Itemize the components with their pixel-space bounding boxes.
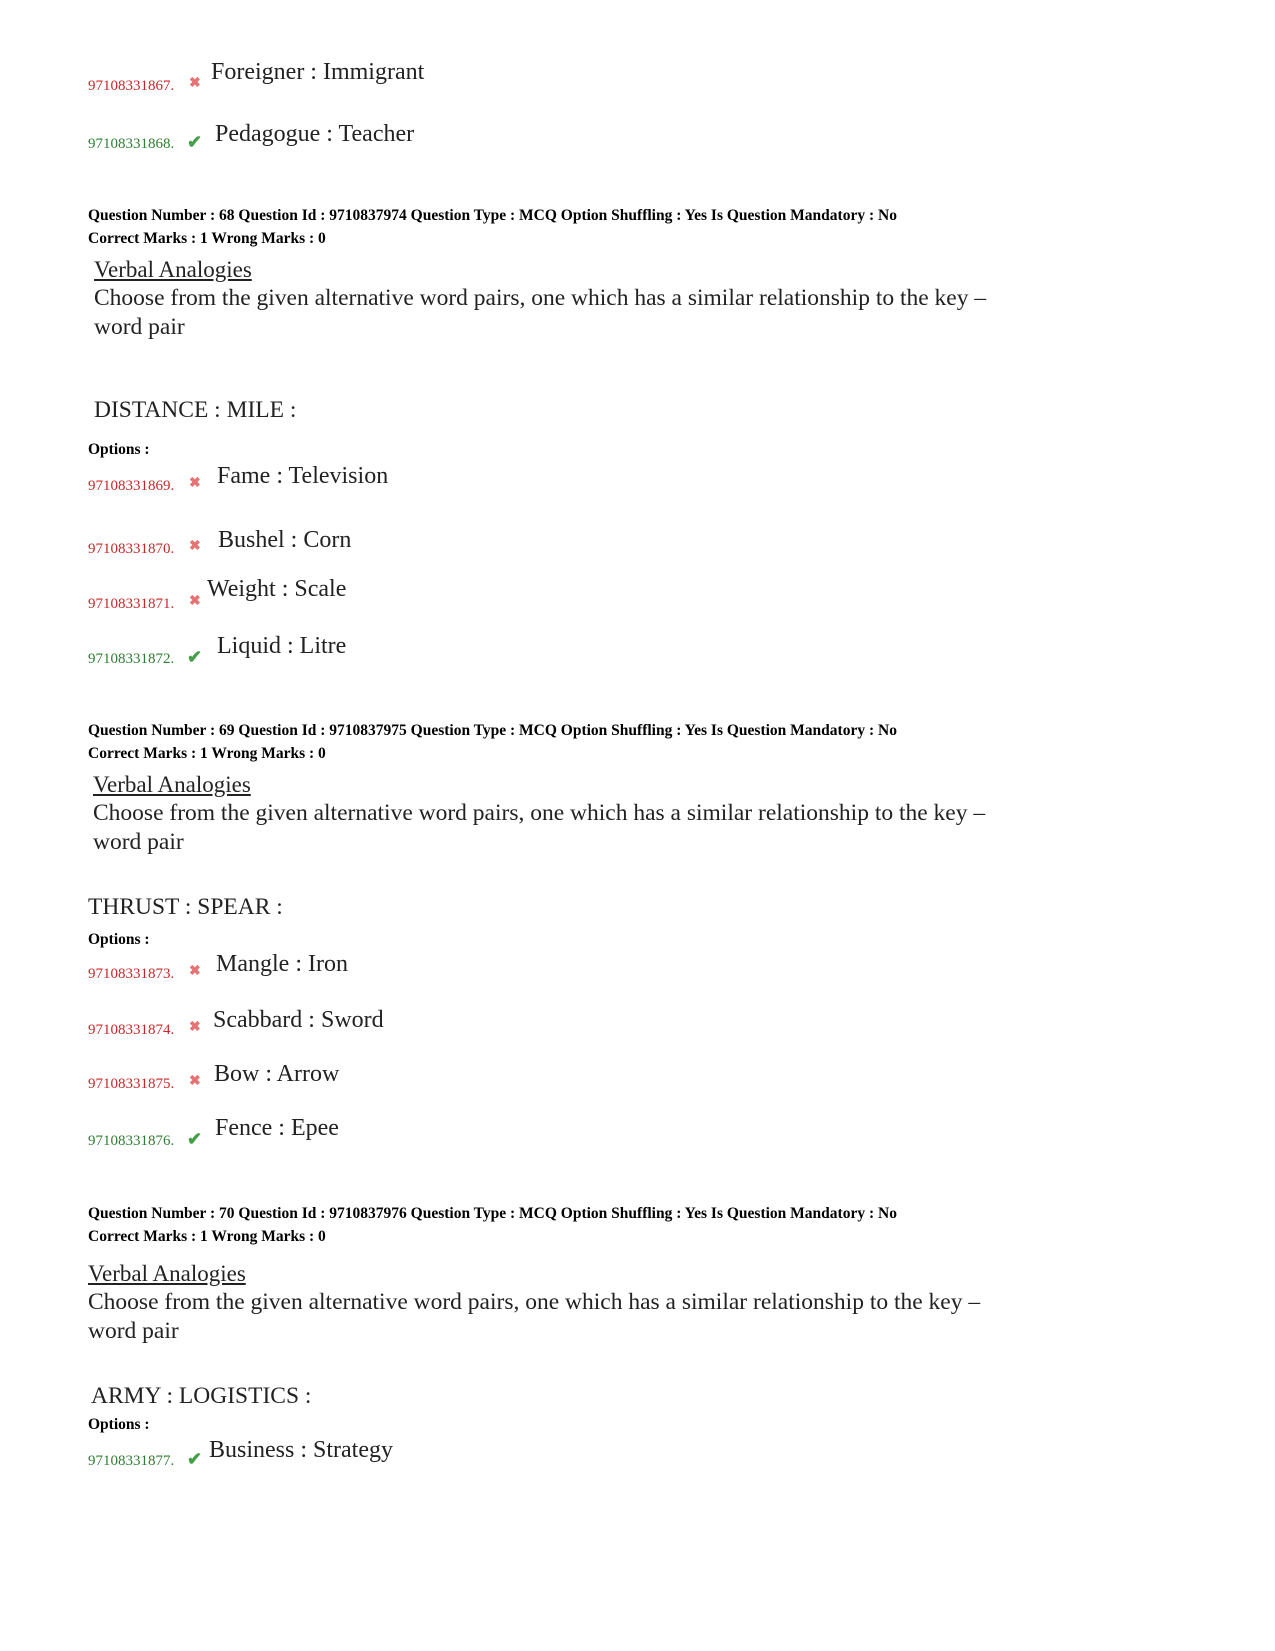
option-text: Bow : Arrow [214, 1061, 340, 1087]
wrong-mark-icon: ✖ [189, 476, 201, 491]
option-text: Fence : Epee [215, 1115, 339, 1141]
key-word-pair: DISTANCE : MILE : [94, 397, 297, 423]
wrong-mark-icon: ✖ [189, 964, 201, 979]
question-meta-line: Question Number : 70 Question Id : 9710837976 Question Type : MCQ Option Shuffling : Yes Is Question Mandatory : No [88, 1205, 897, 1222]
option-text: Fame : Television [217, 463, 389, 489]
option-id: 97108331871. [88, 596, 175, 612]
question-prompt: Choose from the given alternative word pairs, one which has a similar relationship to the key – word pair [94, 285, 987, 340]
key-word-pair: THRUST : SPEAR : [88, 894, 283, 920]
option-id: 97108331874. [88, 1022, 175, 1038]
option-text: Scabbard : Sword [213, 1007, 384, 1033]
question-69-meta [88, 719, 897, 765]
question-marks-line: Correct Marks : 1 Wrong Marks : 0 [88, 1228, 326, 1245]
question-marks-line: Correct Marks : 1 Wrong Marks : 0 [88, 230, 326, 247]
question-marks-line: Correct Marks : 1 Wrong Marks : 0 [88, 745, 326, 762]
question-meta-line: Question Number : 68 Question Id : 9710837974 Question Type : MCQ Option Shuffling : Yes Is Question Mandatory : No [88, 207, 897, 224]
section-title: Verbal Analogies [88, 1261, 246, 1286]
option-text: Weight : Scale [207, 576, 347, 602]
question-68-meta [88, 204, 897, 250]
wrong-mark-icon: ✖ [189, 594, 201, 609]
option-id: 97108331869. [88, 478, 175, 494]
option-id: 97108331870. [88, 541, 175, 557]
correct-mark-icon: ✔ [187, 1449, 203, 1469]
question-70-meta [88, 1202, 897, 1248]
option-id: 97108331875. [88, 1076, 175, 1092]
options-label: Options : [88, 441, 150, 458]
option-id: 97108331868. [88, 136, 175, 152]
option-id: 97108331872. [88, 651, 175, 667]
section-title: Verbal Analogies [93, 772, 251, 797]
section-title: Verbal Analogies [94, 257, 252, 282]
option-text: Liquid : Litre [217, 633, 347, 659]
correct-mark-icon: ✔ [187, 647, 203, 667]
key-word-pair: ARMY : LOGISTICS : [91, 1383, 312, 1409]
wrong-mark-icon: ✖ [189, 1020, 201, 1035]
correct-mark-icon: ✔ [187, 1129, 203, 1149]
question-prompt: Choose from the given alternative word pairs, one which has a similar relationship to the key – word pair [88, 1289, 981, 1344]
option-text: Bushel : Corn [218, 527, 352, 553]
wrong-mark-icon: ✖ [189, 76, 201, 91]
option-text: Business : Strategy [209, 1437, 393, 1463]
correct-mark-icon: ✔ [187, 132, 203, 152]
option-text: Mangle : Iron [216, 951, 348, 977]
wrong-mark-icon: ✖ [189, 1074, 201, 1089]
option-id: 97108331867. [88, 78, 175, 94]
option-id: 97108331876. [88, 1133, 175, 1149]
question-prompt: Choose from the given alternative word pairs, one which has a similar relationship to the key – word pair [93, 800, 986, 855]
option-id: 97108331877. [88, 1453, 175, 1469]
option-text: Pedagogue : Teacher [215, 121, 415, 147]
question-meta-line: Question Number : 69 Question Id : 9710837975 Question Type : MCQ Option Shuffling : Yes Is Question Mandatory : No [88, 722, 897, 739]
options-label: Options : [88, 1416, 150, 1433]
options-label: Options : [88, 931, 150, 948]
wrong-mark-icon: ✖ [189, 539, 201, 554]
option-id: 97108331873. [88, 966, 175, 982]
option-text: Foreigner : Immigrant [211, 59, 425, 85]
